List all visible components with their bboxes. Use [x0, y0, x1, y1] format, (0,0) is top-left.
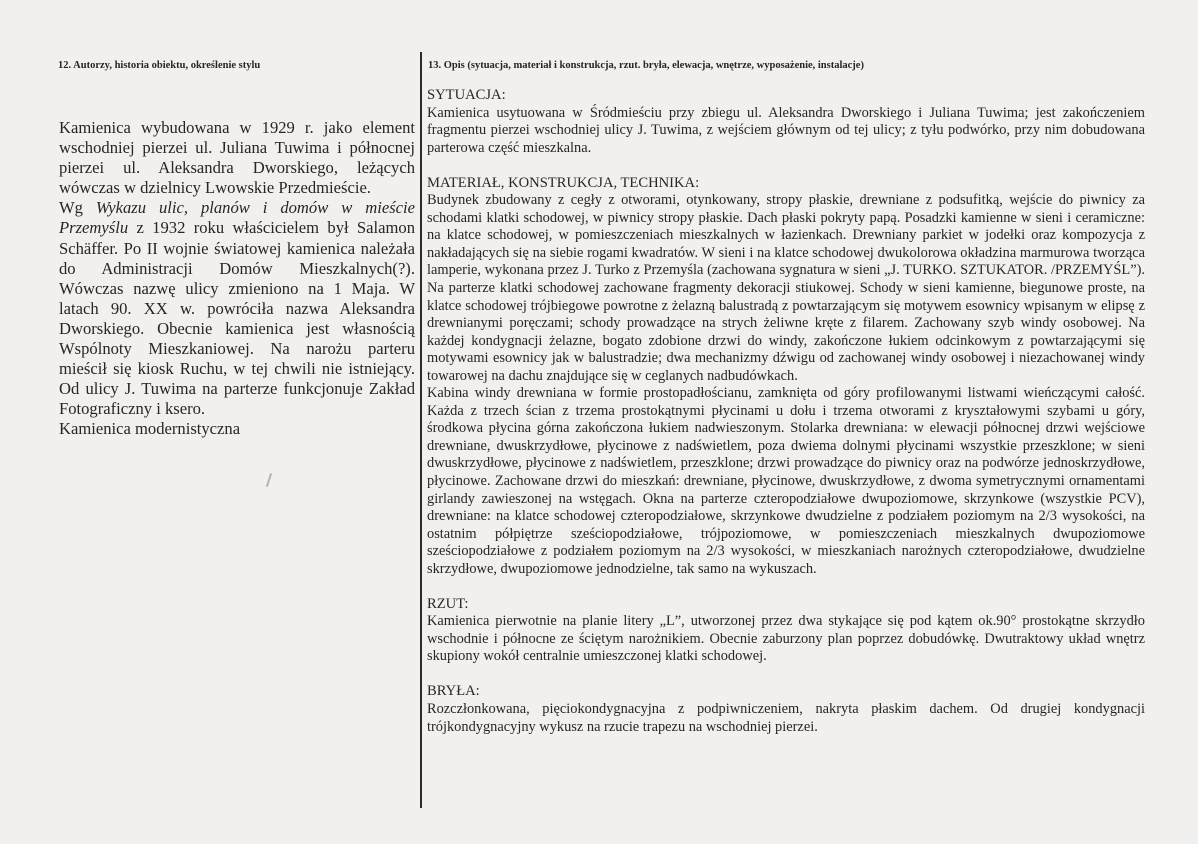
section-12-heading: 12. Autorzy, historia obiektu, określenie stylu: [58, 60, 261, 71]
rzut-section: [427, 596, 1145, 666]
rzut-title: RZUT:: [427, 595, 469, 612]
bryla-section: [427, 683, 1145, 736]
pen-mark: [266, 473, 272, 487]
history-paragraph-2: [59, 198, 415, 419]
history-paragraph-2-rest: z 1932 roku właścicielem był Salamon Schäffer. Po II wojnie światowej kamienica należała do Administracji Domów Mieszkalnych(?). Wówczas nazwę ulicy zmieniono na 1 Maja. W latach 90. XX w. powróciła nazwa Aleksandra Dworskiego. Obecnie kamienica jest własnością Wspólnoty Mieszkaniowej. Na narożu parteru mieścił się kiosk Ruchu, w tej chwili nie istniejący. Od ulicy J. Tuwima na parterze funkcjonuje Zakład Fotograficzny i ksero.: [59, 218, 415, 419]
sytuacja-title: SYTUACJA:: [427, 87, 506, 103]
right-column: [424, 0, 1150, 844]
bryla-text: Rozczłonkowana, pięciokondygnacyjna z podpiwniczeniem, nakryta płaskim dachem. Od drugiej kondygnacji trójkondygnacyjny wykusz na rzucie trapezu na wschodniej pierzei.: [427, 701, 1145, 735]
material-text: Budynek zbudowany z cegły z otworami, otynkowany, stropy płaskie, drewniane z podsufitką, wejście do piwnicy za schodami klatki schodowej, w piwnicy stropy płaskie. Dach płaski pokryty papą. Posadzki kamienne w sieni i ceramiczne: na klatce schodowej, w pomieszczeniach mieszkalnych w łazienkach. Drewniany parkiet w jodełki oraz kompozycja z nakładających się na siebie rogami kwadratów. W sieni i na klatce schodowej dwukolorowa okładzina marmurowa tworząca lamperie, wykonana przez J. Turko z Przemyśla (zachowana sygnatura w sieni „J. TURKO. SZTUKATOR. /PRZEMYŚL”). Na parterze klatki schodowej zachowane fragmenty dekoracji stiukowej. Schody w sieni kamienne, biegunowe proste, na klatce schodowej trójbiegowe powrotne z żelazną balustradą z powtarzającym się motywem esownicy wpisanym w elipsę z drewnianymi poręczami; schody prowadzące na strych żeliwne kręte z filarem. Zachowany szyb windy osobowej. Na każdej kondygnacji żelazne, bogato zdobione drzwi do windy, zakończone łukiem odcinkowym z powtarzającymi się motywami esownicy jak w balustradzie; dwa mechanizmy dźwigu od zachowanej windy osobowej i niezachowanej windy towarowej na dachu znajdujące się w ceglanych nadbudówkach.: [427, 192, 1145, 384]
material-title: MATERIAŁ, KONSTRUKCJA, TECHNIKA:: [427, 174, 700, 191]
section-13-heading: 13. Opis (sytuacja, materiał i konstrukcja, rzut. bryła, elewacja, wnętrze, wyposażenie, instalacje): [428, 60, 864, 71]
sytuacja-text: Kamienica usytuowana w Śródmieściu przy zbiegu ul. Aleksandra Dworskiego i Juliana Tuwima; jest zakończeniem fragmentu pierzei wschodniej ulicy J. Tuwima, z wejściem głównym od tej ulicy; z tyłu podwórko, przy nim dobudowana parterowa część mieszkalna.: [427, 104, 1145, 156]
material-section: [427, 175, 1145, 579]
style-definition: Kamienica modernistyczna: [59, 419, 241, 439]
history-paragraph-2-prefix: Wg: [59, 198, 96, 218]
description-text: [427, 87, 1145, 736]
history-text: [59, 118, 415, 440]
material-text-continued: Kabina windy drewniana w formie prostopadłościanu, zamknięta od góry profilowanymi listwami wieńczącymi całość. Każda z trzech ścian z trzema prostokątnymi płycinami u dołu i trzema otworami z kryształowymi szybami u góry, środkowa płycina górna zakończona łukiem nadwieszonym. Stolarka drewniana: w elewacji północnej drzwi wejściowe drewniane, dwuskrzydłowe, płycinowe z nadświetlem, poza dwiema dolnymi płycinami wszystkie przeszklone; w sieni dwuskrzydłowe, płycinowe z nadświetlem, przeszklone; drzwi prowadzące do piwnicy oraz na podwórze jednoskrzydłowe, płycinowe. Zachowane drzwi do mieszkań: drewniane, płycinowe, dwuskrzydłowe, z dwoma symetrycznymi ornamentami girlandy zawieszonej na wstęgach. Okna na parterze czteropodziałowe dwupoziomowe, skrzynkowe (wszystkie PCV), drewniane: na klatce schodowej czteropodziałowe, skrzynkowe dwudzielne z podziałem poziomym na 2/3 wysokości, na ostatnim półpiętrze sześciopodziałowe, trójpoziomowe, w pomieszczeniach mieszkalnych dwupoziomowe sześciopodziałowe z podziałem poziomym na 2/3 wysokości, w mieszkaniach narożnych czteropodziałowe, dwudzielne skrzydłowe, dwupoziomowe jednodzielne, tak samo na wykuszach.: [427, 385, 1145, 577]
source-title: Wykazu ulic, planów i domów w mieście Przemyślu: [59, 198, 416, 238]
history-paragraph-1: Kamienica wybudowana w 1929 r. jako element wschodniej pierzei ul. Juliana Tuwima i północnej pierzei ul. Aleksandra Dworskiego, leżących wówczas w dzielnicy Lwowskie Przedmieście.: [59, 118, 415, 198]
sytuacja-section: [427, 87, 1145, 157]
column-divider: [420, 52, 422, 808]
bryla-title: BRYŁA:: [427, 683, 480, 700]
left-column: [0, 0, 420, 844]
rzut-text: Kamienica pierwotnie na planie litery „L”, utworzonej przez dwa stykające się pod kątem ok.90° prostokątne skrzydło wschodnie i północne ze ściętym narożnikiem. Obecnie zaburzony plan poprzez dobudówkę. Dwutraktowy układ wnętrz skupiony wokół centralnie umieszczonej klatki schodowej.: [427, 613, 1145, 665]
